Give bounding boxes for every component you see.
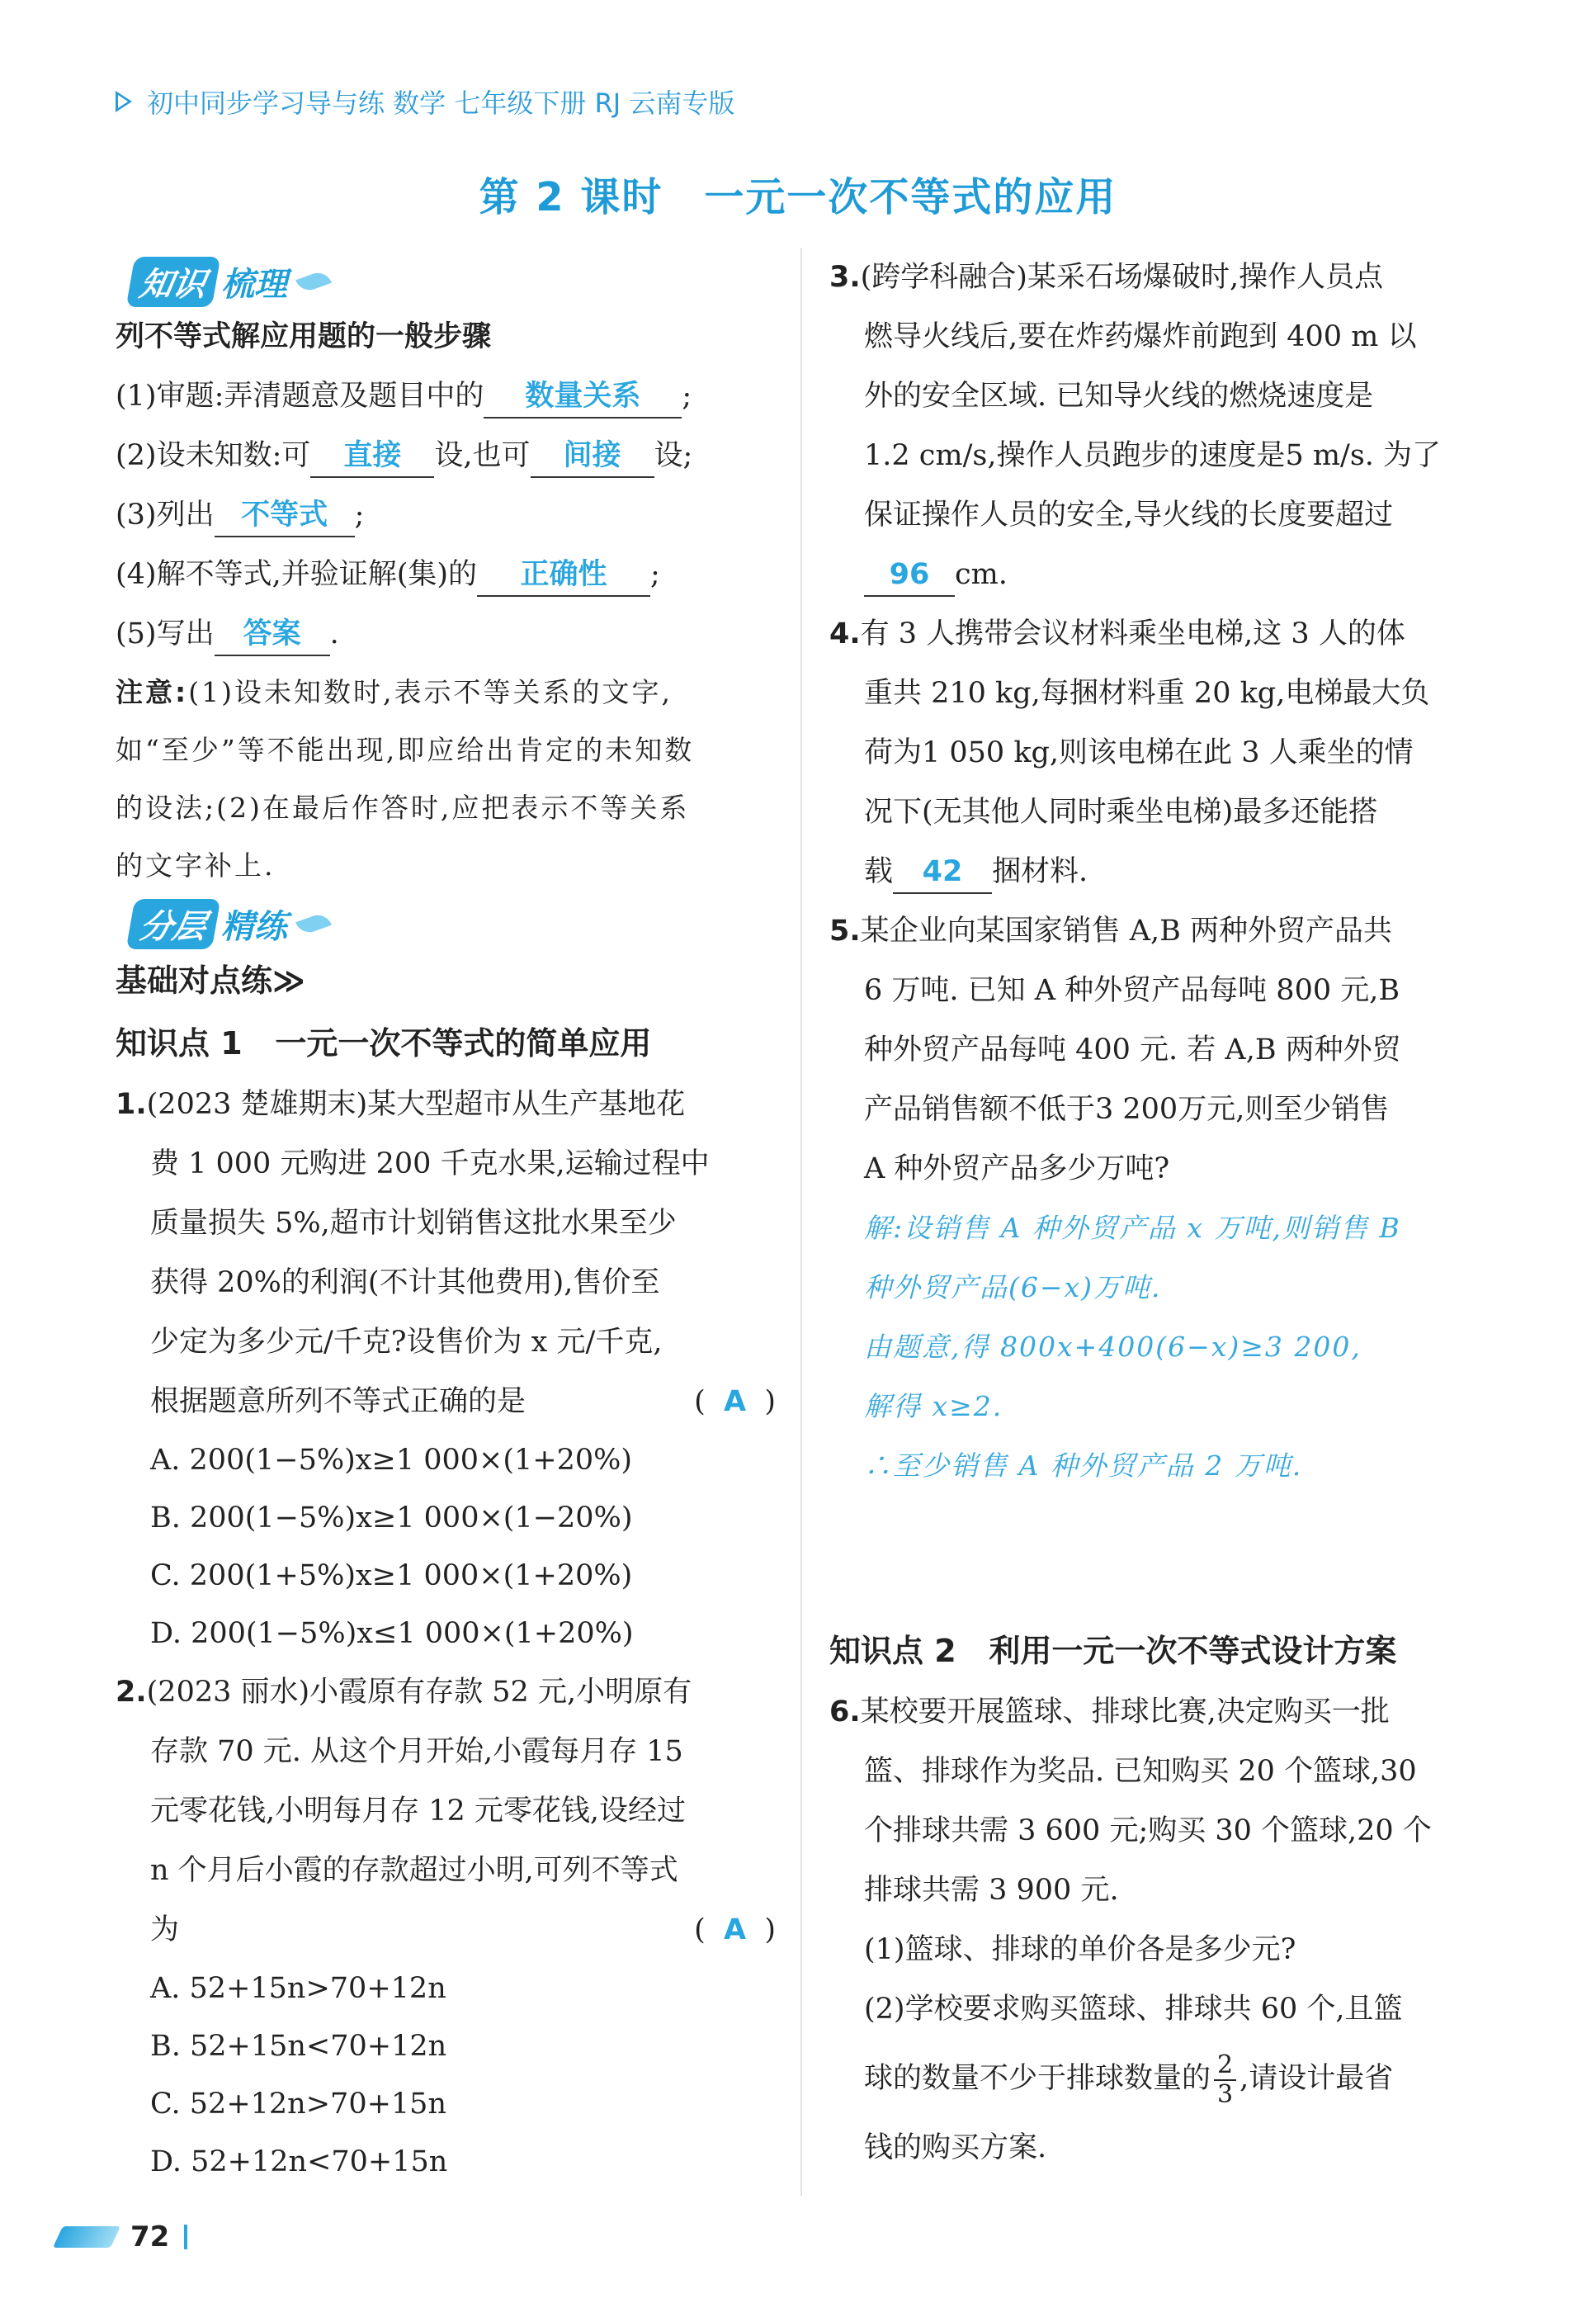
page-footer [58, 2220, 187, 2253]
play-triangle-icon [116, 91, 132, 112]
answer-blank: 间接 [531, 435, 654, 478]
question-text: 少定为多少元/千克?设售价为 x 元/千克, [150, 1326, 663, 1359]
footer-stripe-icon [53, 2226, 120, 2248]
question-text: 况下(无其他人同时乘坐电梯)最多还能搭 [864, 796, 1378, 829]
question-text: 个排球共需 3 600 元;购买 30 个篮球,20 个 [864, 1814, 1432, 1847]
lesson-number: 第 2 课时 [479, 174, 663, 220]
option-a: A. 52+15n>70+12n [150, 1972, 446, 2005]
question-text: 元零花钱,小明每月存 12 元零花钱,设经过 [150, 1795, 687, 1828]
note-label: 注意: [116, 676, 189, 708]
note-text: 的设法;(2)在最后作答时,应把表示不等关系 [116, 792, 690, 824]
question-text: 1.2 cm/s,操作人员跑步的速度是5 m/s. 为了 [864, 439, 1442, 472]
solution-line: 解:设销售 A 种外贸产品 x 万吨,则销售 B [864, 1212, 1401, 1244]
tag-first-word: 知识 [126, 257, 221, 307]
question-part: (1)篮球、排球的单价各是多少元? [864, 1933, 1296, 1966]
question-text: 排球共需 3 900 元. [864, 1874, 1119, 1907]
question-text: 质量损失 5%,超市计划销售这批水果至少 [150, 1207, 677, 1240]
fraction-denominator: 3 [1217, 2079, 1234, 2109]
step-text: (3)列出 [116, 499, 215, 532]
tag-second-word: 精练 [221, 907, 287, 946]
solution-line: ∴至少销售 A 种外贸产品 2 万吨. [864, 1449, 1303, 1482]
leaf-icon [295, 269, 332, 295]
section-tag-knowledge [116, 256, 345, 307]
question-6 [829, 1682, 1490, 2178]
note-text: 的文字补上. [116, 849, 276, 882]
leaf-icon [295, 911, 332, 937]
question-text: cm. [955, 558, 1008, 591]
question-text: 费 1 000 元购进 200 千克水果,运输过程中 [150, 1147, 710, 1180]
step-5 [116, 604, 776, 664]
note-block [116, 664, 776, 895]
tag-second-word: 梳理 [221, 265, 287, 304]
knowledge-point-2 [829, 1620, 1490, 1682]
step-text: ; [354, 499, 365, 532]
step-text: 设,也可 [434, 439, 531, 472]
double-chevron-icon: ≫ [272, 962, 305, 999]
step-text: 设; [654, 439, 693, 472]
question-part: 钱的购买方案. [864, 2131, 1047, 2164]
section-tag-practice [116, 898, 345, 949]
question-number: 4. [829, 617, 861, 650]
question-text: 某校要开展篮球、排球比赛,决定购买一批 [860, 1695, 1390, 1728]
right-column [829, 248, 1490, 2178]
question-text: 荷为1 050 kg,则该电梯在此 3 人乘坐的情 [864, 736, 1414, 769]
step-text: (2)设未知数:可 [116, 439, 311, 472]
question-text: 重共 210 kg,每捆材料重 20 kg,电梯最大负 [864, 677, 1430, 710]
question-text: 燃导火线后,要在炸药爆炸前跑到 400 m 以 [864, 320, 1417, 353]
breadcrumb: 初中同步学习导与练 数学 七年级下册 RJ 云南专版 [147, 87, 735, 119]
question-number: 5. [829, 915, 861, 948]
kp-title: 利用一元一次不等式设计方案 [989, 1633, 1397, 1669]
lesson-topic: 一元一次不等式的应用 [704, 174, 1117, 220]
option-d: D. 200(1−5%)x≤1 000×(1+20%) [150, 1617, 634, 1650]
left-column [116, 256, 776, 2191]
question-text: 保证操作人员的安全,导火线的长度要超过 [864, 499, 1394, 532]
question-part: (2)学校要求购买篮球、排球共 60 个,且篮 [864, 1993, 1403, 2026]
question-text: (跨学科融合)某采石场爆破时,操作人员点 [860, 261, 1384, 294]
solution-line: 解得 x≥2. [864, 1390, 1003, 1422]
question-stem-end [116, 1900, 776, 1960]
step-text: (1)审题:弄清题意及题目中的 [116, 380, 484, 413]
step-text: . [329, 617, 339, 650]
question-2 [116, 1662, 776, 2191]
question-text: 捆材料. [992, 855, 1088, 888]
question-text: (2023 楚雄期末)某大型超市从生产基地花 [146, 1088, 686, 1121]
step-3 [116, 485, 776, 545]
solution-block [829, 1199, 1490, 1496]
kp-label: 知识点 1 [116, 1025, 243, 1062]
fraction-numerator: 2 [1214, 2051, 1236, 2081]
solution-line: 由题意,得 800x+400(6−x)≥3 200, [864, 1331, 1362, 1363]
question-text: 6 万吨. 已知 A 种外贸产品每吨 800 元,B [864, 974, 1400, 1007]
practice-heading [116, 949, 776, 1012]
page-number: 72 [130, 2220, 170, 2253]
question-text: 篮、排球作为奖品. 已知购买 20 个篮球,30 [864, 1755, 1417, 1788]
question-text: n 个月后小霞的存款超过小明,可列不等式 [150, 1854, 678, 1887]
question-part [829, 2039, 1490, 2118]
question-number: 6. [829, 1695, 861, 1728]
question-text: 产品销售额不低于3 200万元,则至少销售 [864, 1093, 1390, 1126]
question-text: (2023 丽水)小霞原有存款 52 元,小明原有 [146, 1676, 692, 1709]
question-text: ,请设计最省 [1239, 2062, 1394, 2095]
question-1 [116, 1075, 776, 1662]
knowledge-point-1 [116, 1012, 776, 1075]
answer-blank: 数量关系 [484, 376, 682, 419]
question-text: 根据题意所列不等式正确的是 [150, 1385, 526, 1418]
solution-line: 种外贸产品(6−x)万吨. [864, 1271, 1162, 1303]
tag-first-word: 分层 [126, 899, 221, 949]
question-text: 为 [150, 1913, 180, 1946]
practice-heading-text: 基础对点练 [116, 962, 273, 999]
question-text: 载 [864, 855, 894, 888]
question-text: 某企业向某国家销售 A,B 两种外贸产品共 [860, 915, 1393, 948]
question-text: A 种外贸产品多少万吨? [864, 1152, 1170, 1185]
step-1 [116, 367, 776, 426]
question-text: 球的数量不少于排球数量的 [864, 2062, 1211, 2095]
option-b: B. 52+15n<70+12n [150, 2030, 447, 2063]
answer-blank: 答案 [215, 613, 330, 656]
option-d: D. 52+12n<70+15n [150, 2145, 448, 2178]
step-4 [116, 545, 776, 604]
step-2 [116, 426, 776, 485]
answer-blank: 直接 [310, 435, 434, 478]
fraction [1214, 2051, 1236, 2109]
question-text: 获得 20%的利润(不计其他费用),售价至 [150, 1266, 660, 1299]
answer-blank: 96 [864, 554, 955, 597]
question-text: 种外贸产品每吨 400 元. 若 A,B 两种外贸 [864, 1033, 1401, 1066]
option-c: C. 200(1+5%)x≥1 000×(1+20%) [150, 1559, 633, 1592]
answer-blank: 42 [893, 851, 992, 894]
question-number: 1. [116, 1088, 147, 1121]
question-text: 外的安全区域. 已知导火线的燃烧速度是 [864, 380, 1374, 413]
column-divider [800, 248, 802, 2196]
note-text: 如“至少”等不能出现,即应给出肯定的未知数 [116, 734, 695, 766]
kp-label: 知识点 2 [829, 1633, 956, 1669]
kp-title: 一元一次不等式的简单应用 [275, 1025, 652, 1062]
step-text: ; [650, 558, 660, 591]
question-text: 存款 70 元. 从这个月开始,小霞每月存 15 [150, 1735, 683, 1768]
question-text: 有 3 人携带会议材料乘坐电梯,这 3 人的体 [860, 617, 1405, 650]
note-text: (1)设未知数时,表示不等关系的文字, [188, 676, 673, 708]
option-c: C. 52+12n>70+15n [150, 2088, 446, 2121]
answer-paren: ( A ) [694, 1385, 776, 1418]
question-stem-end [116, 1372, 776, 1431]
answer-blank: 正确性 [477, 554, 650, 597]
choice-answer: A [724, 1913, 747, 1946]
choice-answer: A [724, 1385, 747, 1418]
question-number: 3. [829, 261, 861, 294]
question-3 [829, 248, 1490, 604]
footer-divider [184, 2225, 187, 2249]
answer-blank: 不等式 [215, 494, 355, 537]
steps-heading: 列不等式解应用题的一般步骤 [116, 320, 492, 353]
option-b: B. 200(1−5%)x≥1 000×(1−20%) [150, 1501, 633, 1535]
question-5 [829, 901, 1490, 1496]
answer-paren: ( A ) [694, 1913, 776, 1946]
page-header [116, 83, 734, 121]
lesson-title [0, 165, 1596, 222]
option-a: A. 200(1−5%)x≥1 000×(1+20%) [150, 1444, 633, 1477]
question-number: 2. [116, 1676, 147, 1709]
step-text: ; [682, 380, 692, 413]
step-text: (5)写出 [116, 617, 215, 650]
step-text: (4)解不等式,并验证解(集)的 [116, 558, 478, 591]
question-4 [829, 604, 1490, 901]
